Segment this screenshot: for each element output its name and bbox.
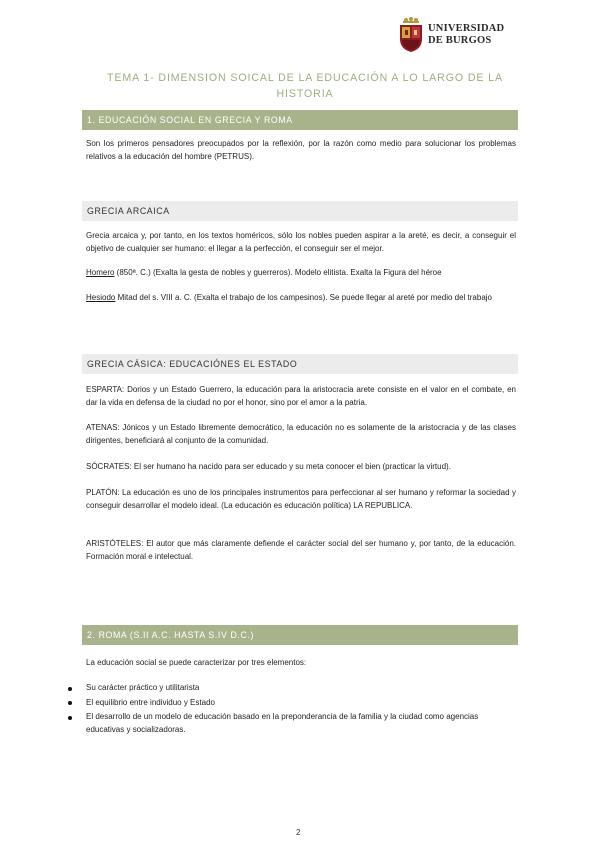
platon-paragraph: PLATÓN: La educación es uno de los principales instrumentos para perfeccionar al ser humano y reformar la sociedad y conseguir desarrollar el modelo ideal. (La educación es educación política) LA REPUBLICA.: [86, 488, 516, 510]
hesiodo-name: Hesiodo: [86, 293, 116, 302]
intro-paragraph: Son los primeros pensadores preocupados por la reflexión, por la razón como medio para solucionar los problemas relativos a la educación del hombre (PETRUS).: [86, 139, 516, 161]
arcaica-paragraph: Grecia arcaica y, por tanto, en los textos homéricos, sólo los nobles pueden aspirar a la areté, es decir, a conseguir el objetivo de cualquier ser humano: el llegar a la perfección, el conseguir ser el mejor.: [86, 231, 516, 253]
bullet-icon: [68, 687, 72, 691]
subheading-grecia-clasica: GRECIA CÁSICA: EDUCACIÓNES EL ESTADO: [82, 354, 518, 374]
homero-text: (850ª. C.) (Exalta la gesta de nobles y guerreros). Modelo elitista. Exalta la Figura del héroe: [114, 268, 442, 277]
shield-icon: [398, 17, 424, 53]
bullet-icon: [68, 716, 72, 720]
hesiodo-text: Mitad del s. VIII a. C. (Exalta el trabajo de los campesinos). Se puede llegar al areté por medio del trabajo: [115, 293, 493, 302]
socrates-paragraph: SÓCRATES: El ser humano ha nacido para ser educado y su meta conocer el bien (practicar la virtud).: [86, 462, 451, 471]
atenas-paragraph: ATENAS: Jónicos y un Estado libremente democrático, la educación no es solamente de la aristocracia y de las clases dirigentes, beneficiará al conjunto de la comunidad.: [86, 423, 516, 445]
esparta-paragraph: ESPARTA: Dorios y un Estado Guerrero, la educación para la aristocracia arete consiste en el valor en el combate, en dar la vida en defensa de la ciudad no por el honor, sino por el amor a la patria.: [86, 385, 516, 407]
logo-line-1: UNIVERSIDAD: [428, 23, 505, 34]
university-logo: [398, 14, 510, 56]
list-item-text: Su carácter práctico y utilitarista: [86, 683, 200, 692]
hesiodo-paragraph: [86, 292, 516, 305]
section-heading-grecia-roma: 1. EDUCACIÓN SOCIAL EN GRECIA Y ROMA: [82, 110, 518, 130]
logo-line-2: DE BURGOS: [428, 35, 492, 46]
list-item: [66, 682, 516, 695]
roma-bullet-list: [66, 682, 516, 738]
page-number: 2: [296, 828, 301, 837]
roma-intro: La educación social se puede caracterizar por tres elementos:: [86, 658, 307, 667]
aristoteles-paragraph: ARISTÓTELES: El autor que más claramente defiende el carácter social del ser humano y, por tanto, de la educación. Formación moral e intelectual.: [86, 539, 516, 561]
document-title: TEMA 1- DIMENSION SOICAL DE LA EDUCACIÓN A LO LARGO DE LA HISTORIA: [107, 72, 503, 100]
list-item-text: El equilibrio entre individuo y Estado: [86, 697, 215, 707]
list-item: [66, 697, 516, 710]
section-heading-roma: 2. ROMA (S.II A.C. HASTA S.IV D.C.): [82, 625, 518, 645]
homero-name: Homero: [86, 268, 115, 277]
list-item-text: El desarrollo de un modelo de educación basado en la preponderancia de la familia y la ciudad como agencias educativas y socializadoras.: [86, 712, 479, 734]
subheading-grecia-arcaica: GRECIA ARCAICA: [82, 201, 518, 221]
homero-paragraph: [86, 267, 516, 280]
list-item: [66, 711, 516, 736]
bullet-icon: [68, 701, 72, 705]
